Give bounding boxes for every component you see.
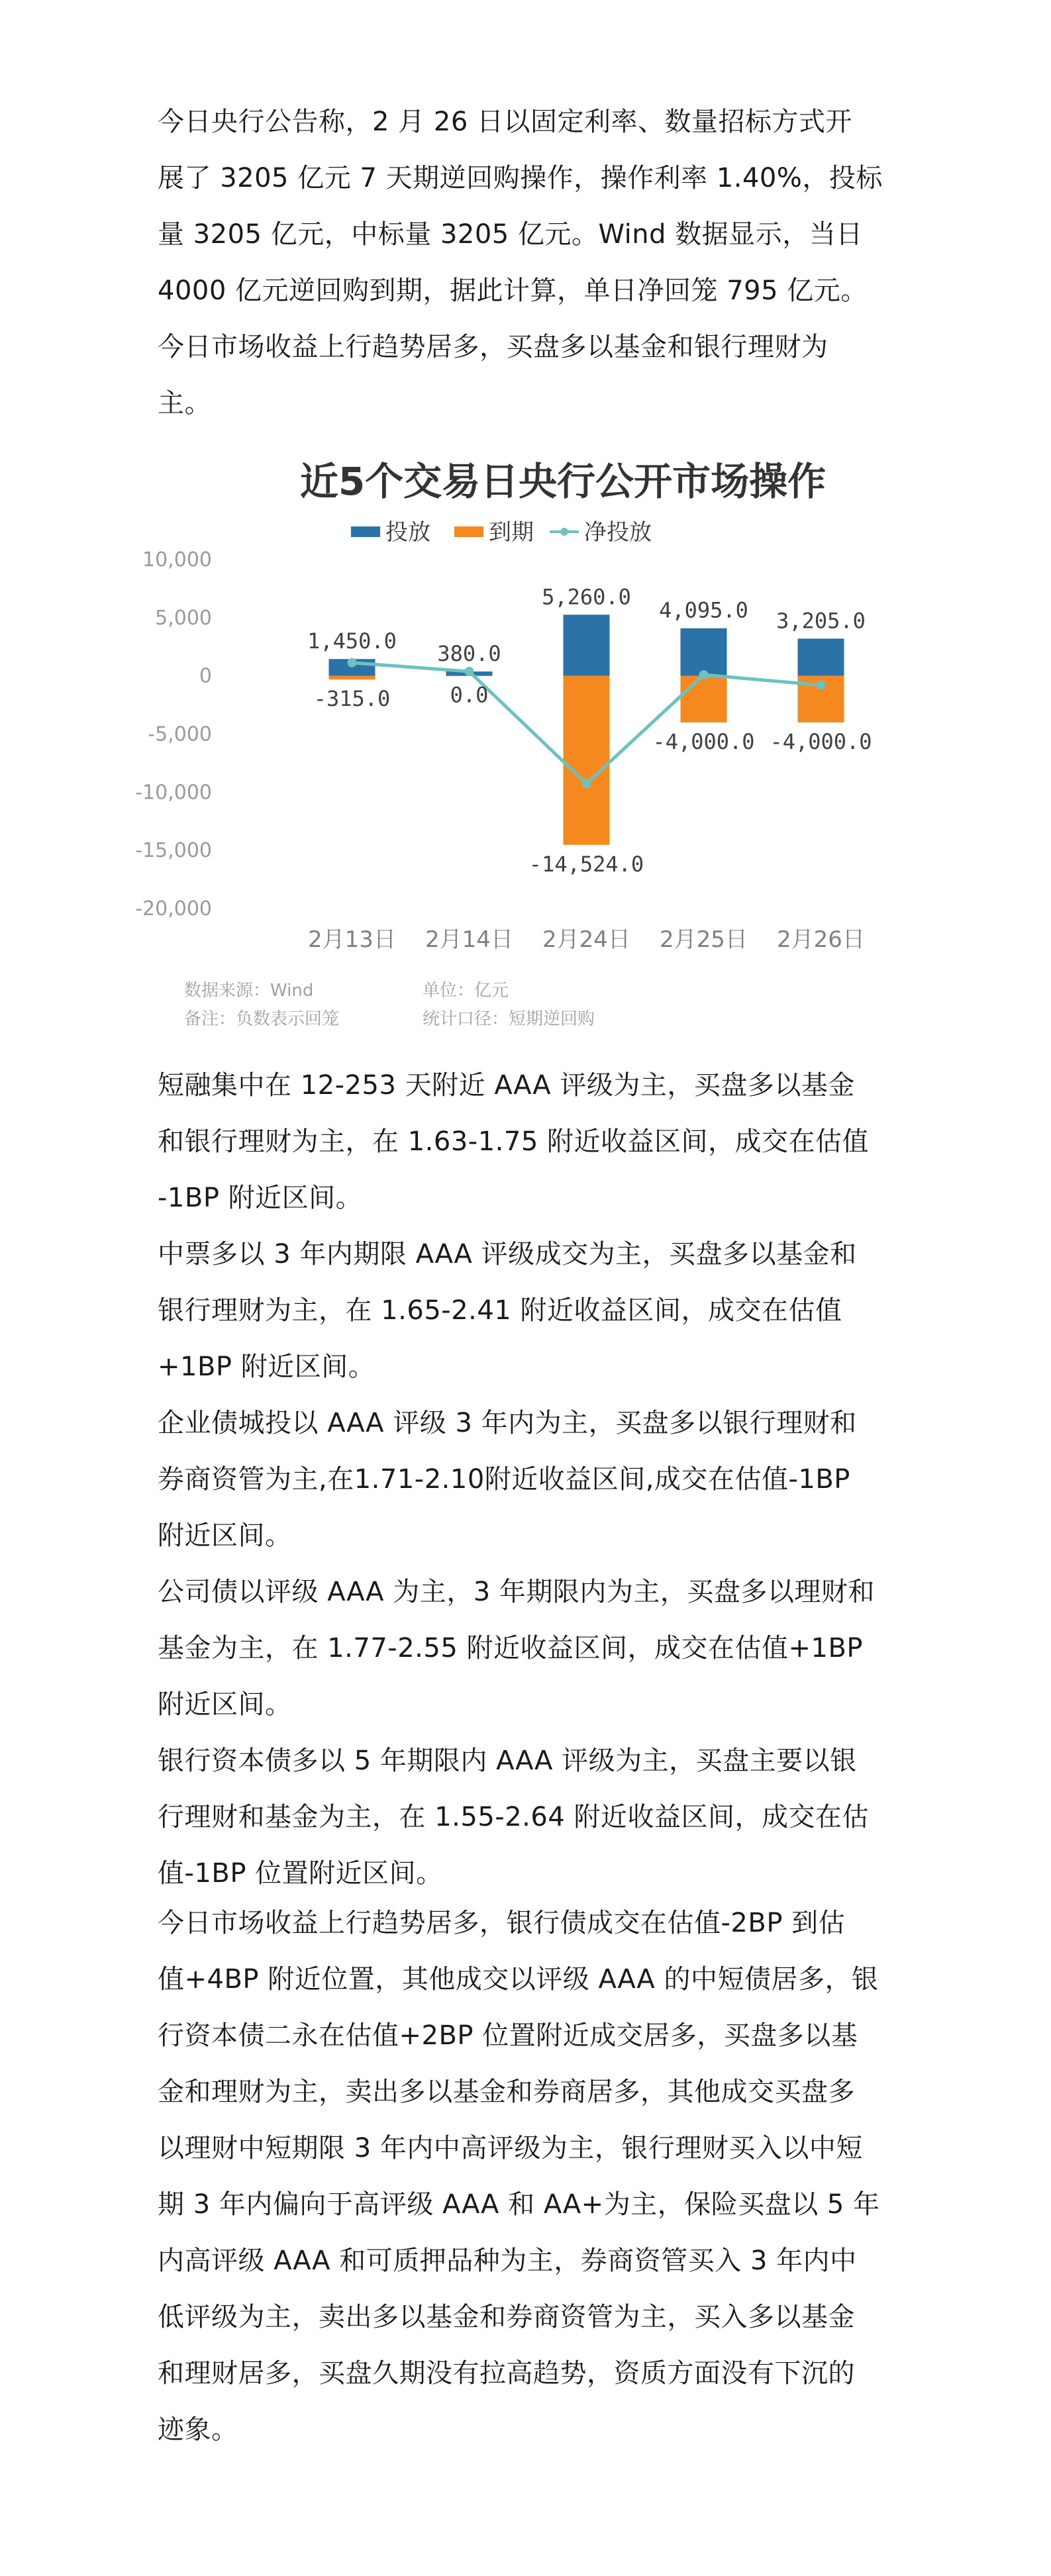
summary-line: 行资本债二永在估值+2BP 位置附近成交居多，买盘多以基 (158, 2020, 858, 2051)
bar-maturity (329, 676, 375, 680)
chart-svg (135, 440, 1051, 1043)
credit-line: 券商资管为主,在1.71-2.10附近收益区间,成交在估值-1BP (158, 1464, 850, 1495)
label-invest: 4,095.0 (659, 597, 748, 623)
source-note: 数据来源：Wind (184, 981, 314, 1001)
summary-line: 值+4BP 附近位置，其他成交以评级 AAA 的中短债居多，银 (158, 1964, 879, 1995)
x-category-label: 2月24日 (542, 926, 630, 953)
remark-note: 备注：负数表示回笼 (184, 1009, 340, 1029)
credit-line: 中票多以 3 年内期限 AAA 评级成交为主，买盘多以基金和 (158, 1239, 857, 1269)
summary-line: 今日市场收益上行趋势居多，银行债成交在估值-2BP 到估 (158, 1908, 846, 1938)
intro-line: 4000 亿元逆回购到期，据此计算，单日净回笼 795 亿元。 (158, 275, 868, 306)
credit-line: +1BP 附近区间。 (158, 1352, 375, 1382)
credit-line: 行理财和基金为主，在 1.55-2.64 附近收益区间，成交在估 (158, 1802, 869, 1832)
label-maturity: -315.0 (313, 686, 391, 712)
net-point (465, 667, 474, 676)
scope-note: 统计口径：短期逆回购 (423, 1009, 595, 1029)
intro-line: 主。 (158, 388, 211, 419)
legend-label: 投放 (385, 519, 430, 546)
x-category-label: 2月14日 (425, 926, 513, 953)
y-tick-label: -20,000 (135, 897, 212, 920)
legend-swatch-0 (351, 526, 380, 537)
paragraph-credit-bonds (158, 1058, 906, 1902)
y-tick-label: 5,000 (155, 606, 212, 630)
summary-line: 内高评级 AAA 和可质押品种为主，券商资管买入 3 年内中 (158, 2246, 857, 2276)
net-point (817, 681, 826, 690)
label-maturity: -14,524.0 (528, 851, 644, 877)
credit-line: 附近区间。 (158, 1520, 292, 1551)
credit-line: 短融集中在 12-253 天附近 AAA 评级为主，买盘多以基金 (158, 1070, 855, 1101)
credit-line: 银行资本债多以 5 年期限内 AAA 评级为主，买盘主要以银 (158, 1746, 857, 1776)
summary-line: 以理财中短期限 3 年内中高评级为主，银行理财买入以中短 (158, 2133, 863, 2163)
legend-swatch-marker (560, 528, 568, 536)
bar-invest (564, 615, 610, 675)
credit-line: 附近区间。 (158, 1689, 292, 1720)
x-axis (308, 926, 865, 953)
y-tick-label: -10,000 (135, 781, 212, 805)
x-category-label: 2月26日 (777, 926, 865, 953)
net-point (582, 779, 591, 788)
legend-label: 净投放 (584, 519, 652, 546)
credit-line: -1BP 附近区间。 (158, 1183, 363, 1213)
label-maturity: -4,000.0 (652, 728, 755, 754)
chart-legend (351, 519, 652, 546)
y-tick-label: 0 (199, 664, 212, 688)
net-point (348, 658, 357, 668)
y-tick-label: -15,000 (135, 839, 212, 863)
net-point (699, 670, 709, 679)
credit-line: 和银行理财为主，在 1.63-1.75 附近收益区间，成交在估值 (158, 1126, 869, 1157)
y-axis (135, 548, 212, 920)
label-maturity: 0.0 (450, 682, 489, 708)
omo-chart (135, 440, 1051, 1043)
label-invest: 380.0 (437, 640, 501, 666)
paragraph-market-summary (158, 1895, 906, 2458)
unit-note: 单位：亿元 (423, 981, 509, 1001)
intro-line: 展了 3205 亿元 7 天期逆回购操作，操作利率 1.40%，投标 (158, 163, 883, 193)
intro-line: 量 3205 亿元，中标量 3205 亿元。Wind 数据显示，当日 (158, 219, 863, 250)
bar-invest (798, 638, 844, 675)
legend-swatch-1 (454, 526, 483, 537)
legend-label: 到期 (489, 519, 534, 546)
summary-line: 迹象。 (158, 2414, 238, 2445)
label-maturity: -4,000.0 (770, 728, 872, 754)
summary-line: 和理财居多，买盘久期没有拉高趋势，资质方面没有下沉的 (158, 2358, 855, 2389)
label-invest: 5,260.0 (542, 584, 631, 610)
bar-maturity (681, 676, 727, 722)
intro-line: 今日市场收益上行趋势居多，买盘多以基金和银行理财为 (158, 332, 828, 362)
credit-line: 公司债以评级 AAA 为主，3 年期限内为主，买盘多以理财和 (158, 1577, 875, 1607)
paragraph-intro (158, 94, 906, 432)
bar-maturity (564, 676, 610, 845)
summary-line: 金和理财为主，卖出多以基金和券商居多，其他成交买盘多 (158, 2077, 855, 2107)
chart-title: 近5个交易日央行公开市场操作 (299, 459, 826, 504)
label-invest: 1,450.0 (307, 628, 397, 654)
y-tick-label: -5,000 (148, 722, 212, 746)
y-tick-label: 10,000 (142, 548, 212, 571)
summary-line: 低评级为主，卖出多以基金和券商资管为主，买入多以基金 (158, 2302, 855, 2332)
credit-line: 企业债城投以 AAA 评级 3 年内为主，买盘多以银行理财和 (158, 1408, 857, 1438)
x-category-label: 2月13日 (308, 926, 396, 953)
label-invest: 3,205.0 (776, 608, 866, 634)
summary-line: 期 3 年内偏向于高评级 AAA 和 AA+为主，保险买盘以 5 年 (158, 2189, 880, 2220)
credit-line: 基金为主，在 1.77-2.55 附近收益区间，成交在估值+1BP (158, 1633, 864, 1663)
chart-notes (184, 981, 595, 1029)
bars (329, 615, 844, 845)
bar-invest (681, 628, 727, 676)
x-category-label: 2月25日 (660, 926, 748, 953)
intro-line: 今日央行公告称，2 月 26 日以固定利率、数量招标方式开 (158, 107, 852, 137)
credit-line: 值-1BP 位置附近区间。 (158, 1858, 443, 1889)
credit-line: 银行理财为主，在 1.65-2.41 附近收益区间，成交在估值 (158, 1295, 842, 1326)
